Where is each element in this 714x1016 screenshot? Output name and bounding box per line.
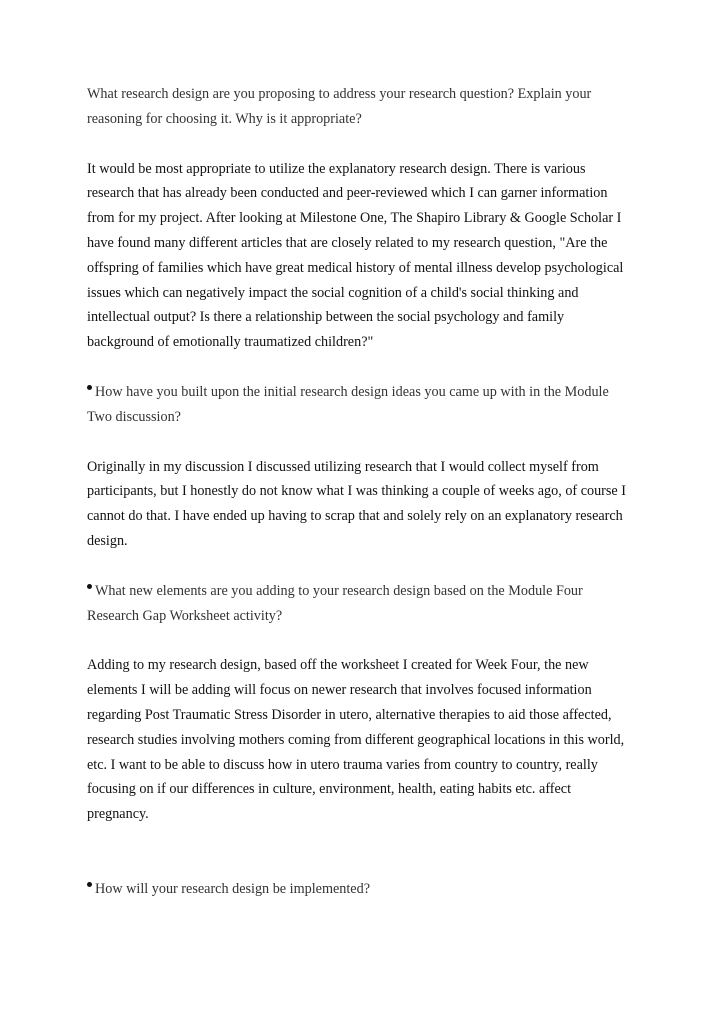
document-body (87, 82, 633, 902)
question-module-four: What new elements are you adding to your research design based on the Module Four Research Gap Worksheet activity? (87, 582, 583, 624)
bullet-question-implementation (87, 877, 633, 902)
bullet-icon (87, 385, 92, 390)
question-implementation: How will your research design be implemented? (95, 880, 370, 897)
question-module-two: How have you built upon the initial research design ideas you came up with in the Module Two discussion? (87, 383, 609, 425)
paragraph-spacer (87, 132, 633, 157)
paragraph-spacer (87, 827, 633, 877)
paragraph-spacer (87, 430, 633, 455)
answer-module-four: Adding to my research design, based off the worksheet I created for Week Four, the new elements I will be adding will focus on newer research that involves focused information regarding Post Traumatic Stress Disorder in utero, alternative therapies to aid those affected, research studies involving mothers coming from different geographical locations in this world, etc. I want to be able to discuss how in utero trauma varies from country to country, really focusing on if our differences in culture, environment, health, eating habits etc. affect pregnancy. (87, 657, 625, 823)
paragraph-spacer (87, 355, 633, 380)
paragraph-spacer (87, 628, 633, 653)
answer-research-design: It would be most appropriate to utilize the explanatory research design. There is various research that has already been conducted and peer-reviewed which I can garner information from for my project. After looking at Milestone One, The Shapiro Library & Google Scholar I have found many different articles that are closely related to my research question, "Are the offspring of families which have great medical history of mental illness develop psychological issues which can negatively impact the social cognition of a child's social thinking and intellectual output? Is there a relationship between the social psychology and family background of emotionally traumatized children?" (87, 160, 624, 351)
bullet-icon (87, 882, 92, 887)
bullet-icon (87, 584, 92, 589)
question-research-design: What research design are you proposing to address your research question? Explain your reasoning for choosing it. Why is it appropriate? (87, 86, 592, 127)
paragraph-spacer (87, 554, 633, 579)
answer-module-two: Originally in my discussion I discussed utilizing research that I would collect myself from participants, but I honestly do not know what I was thinking a couple of weeks ago, of course I cannot do that. I have ended up having to scrap that and solely rely on an explanatory research design. (87, 458, 627, 549)
bullet-question-module-two (87, 380, 633, 430)
bullet-question-module-four (87, 579, 633, 629)
